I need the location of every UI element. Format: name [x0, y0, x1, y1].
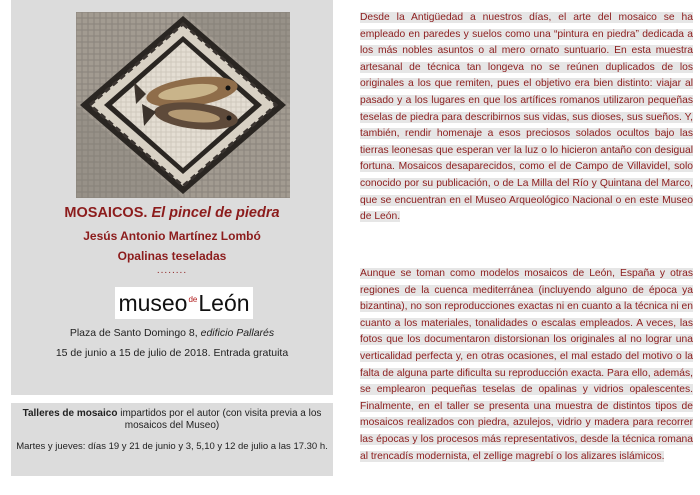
mosaic-fish-image	[76, 12, 290, 198]
exhibition-dates: 15 de junio a 15 de julio de 2018. Entrada gratuita	[55, 347, 289, 359]
workshop-panel	[11, 403, 333, 476]
workshop-heading: Talleres de mosaico impartidos por el autor (con visita previa a los	[22, 408, 322, 419]
separator-dots: ........	[156, 265, 188, 276]
workshop-schedule: Martes y jueves: días 19 y 21 de junio y 3, 5,10 y 12 de julio a las 17.30 h.	[16, 441, 328, 452]
author-name: Jesús Antonio Martínez Lombó	[83, 229, 261, 243]
venue-address: Plaza de Santo Domingo 8, edificio Pallarés	[69, 327, 275, 339]
exhibition-subtitle: Opalinas teseladas	[117, 249, 227, 263]
mosaic-fish-icon	[76, 12, 290, 198]
description-paragraph-1: Desde la Antigüedad a nuestros días, el arte del mosaico se ha empleado en paredes y suelos como una “pintura en piedra” dedicada a los más nobles asuntos o al mero ornato suntuario. En esta muestra artesanal de técnica tan longeva no se reúnen duplicados de los originales a los que remiten, pues el objetivo era bien distinto: viajar al pasado y a los lugares en que los artífices romanos utilizaron pequeñas teselas de piedra para describirnos sus vidas, sus dioses, sus sueños. Y, también, rendir homenaje a esos preciosos solados ocultos bajo las tierras leonesas que esperan ver la luz o lo hicieron antaño con desigual fortuna. Mosaicos desaparecidos, como el de Campo de Villavidel, solo conocido por su publicación, o de La Milla del Río y Quintana del Marco, que se encuentran en el Museo Arqueológico Nacional o en este Museo de León.	[360, 12, 693, 223]
exhibition-panel	[11, 0, 333, 395]
description-paragraph-2: Aunque se toman como modelos mosaicos de León, España y otras regiones de la cuenca mediterránea (incluyendo alguno de época ya bizantina), no son reproducciones exactas ni en cuanto a la técnica ni en cuanto a los materiales, tonalidades o escalas empleados. A veces, las fotos que los documentaron distorsionan los originales al no lograr una verticalidad perfecta y, en otras ocasiones, el mal estado del motivo o la falta de alguna parte dificulta su reproducción exacta. Para ello, además, se emplearon pequeñas teselas de opalinas y vidrios opalescentes. Finalmente, en el taller se presenta una muestra de distintos tipos de mosaicos realizados con piedra, azulejos, vidrio y madera para recorrer las épocas y los procesos más representativos, desde la técnica romana al trencadís modernista, el zellige magrebí o los alizares islámicos.	[360, 268, 693, 462]
workshop-heading-cont: mosaicos del Museo)	[124, 420, 220, 431]
museo-leon-logo: museo$^{de}$León	[115, 287, 253, 319]
exhibition-title-italic: El pincel de piedra	[151, 205, 280, 221]
exhibition-title: MOSAICOS. El pincel de piedra	[64, 205, 280, 221]
